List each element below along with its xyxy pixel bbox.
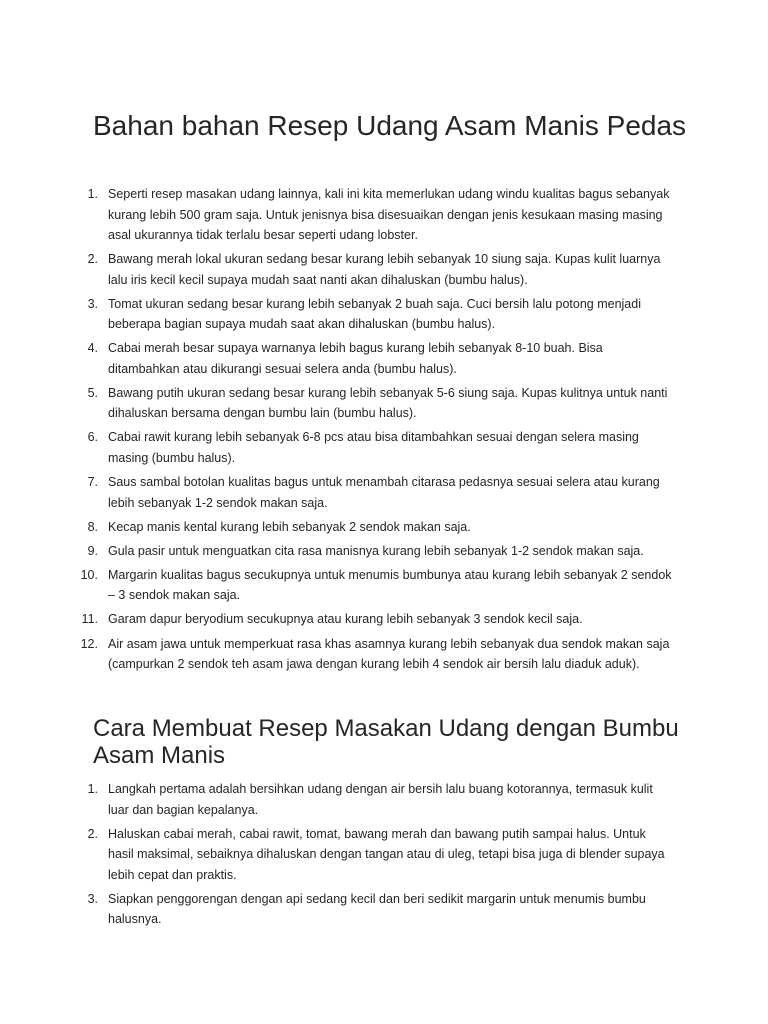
ingredients-list (0, 184, 674, 678)
list-item (0, 541, 674, 562)
list-item-number: 10. (80, 567, 98, 582)
list-item-text: Langkah pertama adalah bersihkan udang dengan air bersih lalu buang kotorannya, termasuk kulit luar dan bagian kepalanya. (108, 782, 653, 817)
list-item-number: 2. (87, 826, 98, 841)
section-title-steps: Cara Membuat Resep Masakan Udang dengan Bumbu Asam Manis (93, 715, 679, 769)
list-item-number: 12. (80, 636, 98, 651)
list-item-text: Cabai rawit kurang lebih sebanyak 6-8 pcs atau bisa ditambahkan sesuai dengan selera masing masing (bumbu halus). (108, 430, 639, 465)
list-item (0, 517, 674, 538)
list-item-number: 3. (87, 891, 98, 906)
list-item-text: Haluskan cabai merah, cabai rawit, tomat, bawang merah dan bawang putih sampai halus. Untuk hasil maksimal, sebaiknya dihaluskan dengan tangan atau di uleg, tetapi bisa juga di blender supaya lebih cepat dan praktis. (108, 826, 665, 882)
list-item-number: 3. (87, 296, 98, 311)
list-item (0, 824, 674, 886)
list-item (0, 472, 674, 513)
list-item-text: Siapkan penggorengan dengan api sedang kecil dan beri sedikit margarin untuk menumis bumbu halusnya. (108, 891, 646, 927)
list-item-text: Garam dapur beryodium secukupnya atau kurang lebih sebanyak 3 sendok kecil saja. (108, 612, 583, 627)
list-item (0, 294, 674, 335)
list-item (0, 889, 674, 930)
list-item-number: 2. (87, 252, 98, 267)
steps-list (0, 779, 674, 933)
list-item-text: Air asam jawa untuk memperkuat rasa khas asamnya kurang lebih sebanyak dua sendok makan saja (campurkan 2 sendok teh asam jawa dengan kurang lebih 4 sendok air bersih lalu diaduk aduk). (108, 636, 670, 672)
list-item-number: 5. (87, 385, 98, 400)
list-item-text: Saus sambal botolan kualitas bagus untuk menambah citarasa pedasnya sesuai selera atau kurang lebih sebanyak 1-2 sendok makan saja. (108, 475, 660, 510)
list-item-text: Seperti resep masakan udang lainnya, kali ini kita memerlukan udang windu kualitas bagus sebanyak kurang lebih 500 gram saja. Untuk jenisnya bisa disesuaikan dengan jenis kesukaan masing masing asal ukurannya tidak terlalu besar seperti udang lobster. (108, 187, 670, 242)
list-item-text: Gula pasir untuk menguatkan cita rasa manisnya kurang lebih sebanyak 1-2 sendok makan saja. (108, 543, 644, 558)
list-item (0, 184, 674, 246)
section-title-ingredients: Bahan bahan Resep Udang Asam Manis Pedas (93, 110, 687, 141)
list-item (0, 383, 674, 424)
list-item-number: 6. (87, 430, 98, 445)
list-item (0, 427, 674, 468)
list-item-text: Cabai merah besar supaya warnanya lebih bagus kurang lebih sebanyak 8-10 buah. Bisa ditambahkan atau dikurangi sesuai selera anda (bumbu halus). (108, 341, 603, 376)
list-item-number: 1. (87, 782, 98, 796)
list-item (0, 634, 674, 675)
list-item (0, 609, 674, 630)
list-item-number: 9. (87, 543, 98, 558)
list-item-text: Bawang putih ukuran sedang besar kurang lebih sebanyak 5-6 siung saja. Kupas kulitnya untuk nanti dihaluskan bersama dengan bumbu lain (bumbu halus). (108, 385, 668, 421)
list-item-number: 4. (87, 341, 98, 356)
list-item-number: 7. (87, 475, 98, 490)
list-item (0, 249, 674, 290)
list-item-text: Bawang merah lokal ukuran sedang besar kurang lebih sebanyak 10 siung saja. Kupas kulit luarnya lalu iris kecil kecil supaya mudah saat nanti akan dihaluskan (bumbu halus). (108, 252, 661, 287)
list-item (0, 779, 674, 820)
list-item (0, 565, 674, 606)
list-item-text: Margarin kualitas bagus secukupnya untuk menumis bumbunya atau kurang lebih sebanyak 2 sendok – 3 sendok makan saja. (108, 567, 672, 603)
list-item-number: 8. (87, 519, 98, 534)
list-item-text: Kecap manis kental kurang lebih sebanyak 2 sendok makan saja. (108, 519, 471, 534)
list-item-number: 1. (87, 187, 98, 201)
list-item (0, 338, 674, 379)
list-item-number: 11. (81, 612, 98, 627)
list-item-text: Tomat ukuran sedang besar kurang lebih sebanyak 2 buah saja. Cuci bersih lalu potong menjadi beberapa bagian supaya mudah saat akan dihaluskan (bumbu halus). (108, 296, 641, 332)
